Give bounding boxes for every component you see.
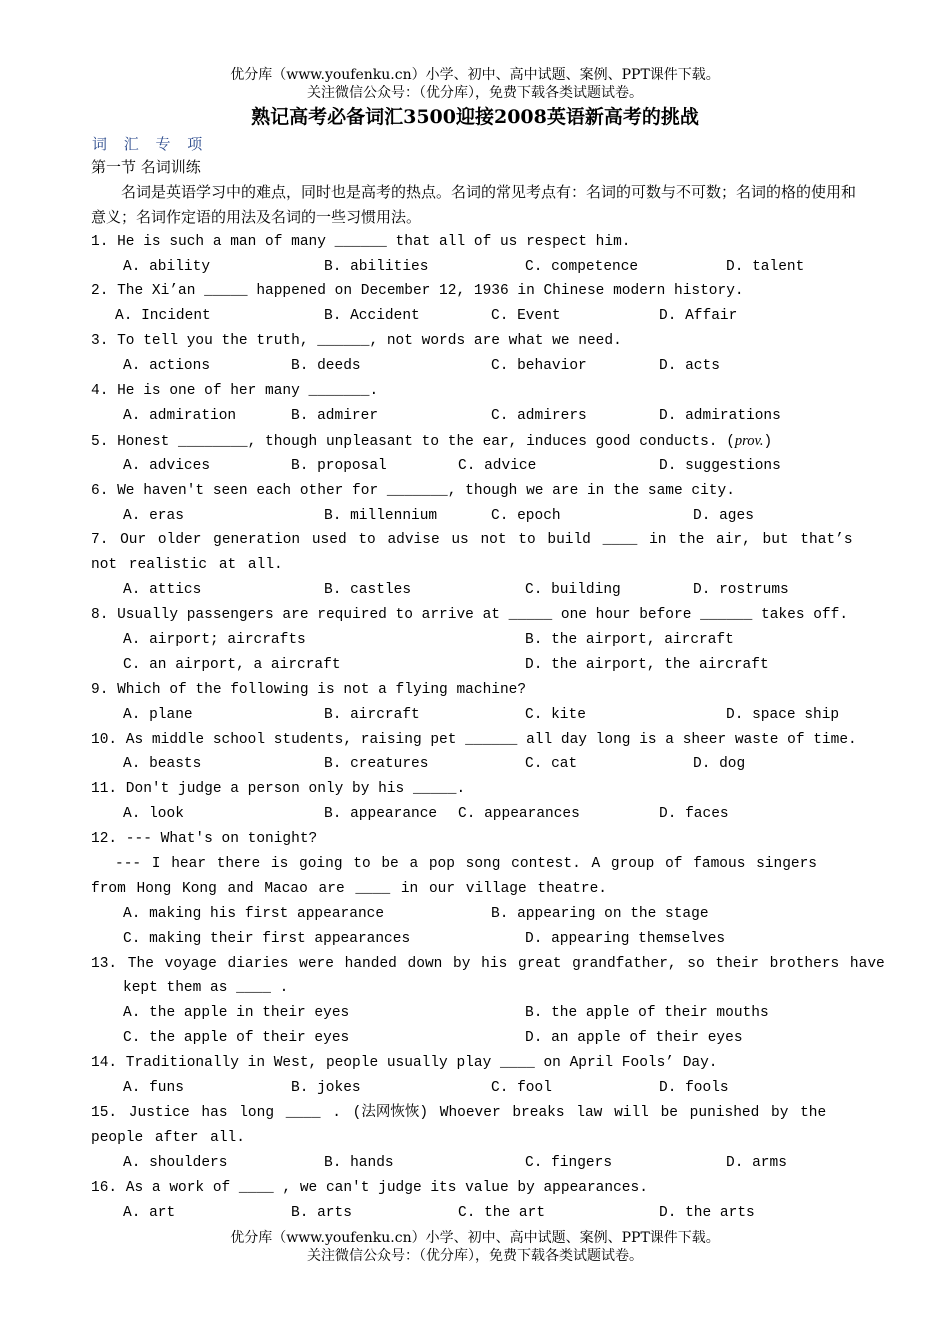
option: B. aircraft xyxy=(324,706,420,723)
option: A. attics xyxy=(123,582,202,599)
question-12-continued: --- I hear there is going to be a pop song contest. A group of famous singers from Hong Kong and Macao are ____ in our village theatre. xyxy=(91,856,818,897)
option: C. advice xyxy=(458,457,537,474)
option: B. castles xyxy=(324,582,412,599)
option: A. actions xyxy=(123,358,211,375)
intro-paragraph: 名词是英语学习中的难点，同时也是高考的热点。名词的常见考点有：名词的可数与不可数；名词的格的使用和意义；名词作定语的用法及名词的一些习惯用法。 xyxy=(91,182,857,226)
footer-line-2: 关注微信公众号：（优分库），免费下载各类试题试卷。 xyxy=(307,1248,643,1264)
option: A. admiration xyxy=(123,407,237,424)
option: A. beasts xyxy=(123,756,202,773)
question-9: 9. Which of the following is not a flying machine? xyxy=(91,681,527,698)
option: D. admirations xyxy=(659,407,781,424)
option: B. abilities xyxy=(324,258,429,275)
option: A. ability xyxy=(123,258,211,275)
option: B. millennium xyxy=(324,507,438,524)
option: B. hands xyxy=(324,1154,394,1171)
option: D. acts xyxy=(659,358,720,375)
option: B. admirer xyxy=(291,407,379,424)
option: A. Incident xyxy=(115,308,211,325)
question-6: 6. We haven't seen each other for _______, though we are in the same city. xyxy=(91,482,735,499)
option: B. jokes xyxy=(291,1080,361,1097)
option: D. arms xyxy=(726,1154,787,1171)
option: D. appearing themselves xyxy=(525,930,726,947)
option: D. faces xyxy=(659,806,729,823)
options-4 xyxy=(91,404,861,429)
options-2 xyxy=(91,304,861,329)
header-line-2: 关注微信公众号：（优分库），免费下载各类试题试卷。 xyxy=(307,85,643,101)
option: D. the airport, the aircraft xyxy=(525,656,769,673)
question-14: 14. Traditionally in West, people usually play ____ on April Fools’ Day. xyxy=(91,1055,718,1072)
options-14 xyxy=(91,1076,861,1101)
question-5 xyxy=(91,429,861,454)
options-8a xyxy=(91,628,861,653)
question-12: 12. --- What's on tonight? xyxy=(91,831,318,848)
question-16: 16. As a work of ____ , we can't judge its value by appearances. xyxy=(91,1179,648,1196)
option: D. ages xyxy=(693,507,754,524)
question-4: 4. He is one of her many _______. xyxy=(91,383,379,400)
option: C. fool xyxy=(491,1080,552,1097)
option: A. shoulders xyxy=(123,1154,228,1171)
question-10: 10. As middle school students, raising pet ______ all day long is a sheer waste of time. xyxy=(91,731,857,748)
option: C. cat xyxy=(525,756,578,773)
option: D. suggestions xyxy=(659,457,781,474)
options-12a xyxy=(91,902,861,927)
option: C. an airport, a aircraft xyxy=(123,656,341,673)
option: B. arts xyxy=(291,1204,352,1221)
options-1 xyxy=(91,255,861,280)
options-11 xyxy=(91,802,861,827)
question-5-end: ) xyxy=(763,433,773,450)
option: A. eras xyxy=(123,507,184,524)
option: B. creatures xyxy=(324,756,429,773)
question-5-prov: prov. xyxy=(734,432,764,449)
option: C. the art xyxy=(458,1204,546,1221)
question-13-continued: kept them as ____ . xyxy=(123,980,289,997)
question-15: 15. Justice has long ____ . (法网恢恢) Whoever breaks law will be punished by the people after all. xyxy=(91,1104,827,1146)
option: B. the airport, aircraft xyxy=(525,631,734,648)
question-8: 8. Usually passengers are required to arrive at _____ one hour before ______ takes off. xyxy=(91,607,849,624)
option: C. fingers xyxy=(525,1154,613,1171)
document-title: 熟记高考必备词汇3500迎接2008英语新高考的挑战 xyxy=(251,106,699,128)
options-3 xyxy=(91,354,861,379)
document-body xyxy=(91,155,885,1225)
option: B. appearance xyxy=(324,806,438,823)
question-3: 3. To tell you the truth, ______, not words are what we need. xyxy=(91,333,622,350)
options-13b xyxy=(91,1026,861,1051)
option: C. building xyxy=(525,582,621,599)
question-5-text: 5. Honest ________, though unpleasant to the ear, induces good conducts. ( xyxy=(91,433,735,450)
question-13: 13. The voyage diaries were handed down by his great grandfather, so their brothers have xyxy=(91,955,885,972)
option: C. admirers xyxy=(491,407,587,424)
options-15 xyxy=(91,1151,861,1176)
option: A. art xyxy=(123,1204,176,1221)
option: B. deeds xyxy=(291,358,361,375)
option: A. funs xyxy=(123,1080,184,1097)
option: D. dog xyxy=(693,756,746,773)
options-8b xyxy=(91,653,861,678)
option: C. appearances xyxy=(458,806,580,823)
option: C. making their first appearances xyxy=(123,930,411,947)
option: C. the apple of their eyes xyxy=(123,1030,350,1047)
footer-line-1: 优分库（www.youfenku.cn）小学、初中、高中试题、案例、PPT课件下载。 xyxy=(230,1230,720,1246)
options-5 xyxy=(91,454,861,479)
options-6 xyxy=(91,504,861,529)
options-10 xyxy=(91,752,861,777)
options-13a xyxy=(91,1001,861,1026)
options-9 xyxy=(91,703,861,728)
option: D. space ship xyxy=(726,706,840,723)
option: D. an apple of their eyes xyxy=(525,1030,743,1047)
option: C. Event xyxy=(491,308,561,325)
option: C. kite xyxy=(525,706,586,723)
option: D. rostrums xyxy=(693,582,789,599)
section-heading: 词 汇 专 项 xyxy=(92,135,209,153)
option: D. Affair xyxy=(659,308,738,325)
option: A. look xyxy=(123,806,184,823)
option: A. the apple in their eyes xyxy=(123,1005,350,1022)
subsection-heading: 第一节 名词训练 xyxy=(91,158,201,176)
option: C. competence xyxy=(525,258,639,275)
option: A. airport; aircrafts xyxy=(123,631,306,648)
option: D. the arts xyxy=(659,1204,755,1221)
option: C. epoch xyxy=(491,507,561,524)
option: C. behavior xyxy=(491,358,587,375)
option: D. fools xyxy=(659,1080,729,1097)
option: B. Accident xyxy=(324,308,420,325)
header-line-1: 优分库（www.youfenku.cn）小学、初中、高中试题、案例、PPT课件下载。 xyxy=(230,67,720,83)
option: B. the apple of their mouths xyxy=(525,1005,769,1022)
option: A. making his first appearance xyxy=(123,905,385,922)
option: A. advices xyxy=(123,457,211,474)
options-12b xyxy=(91,927,861,952)
option: B. appearing on the stage xyxy=(491,905,709,922)
question-7: 7. Our older generation used to advise us not to build ____ in the air, but that’s not realistic at all. xyxy=(91,532,853,574)
option: D. talent xyxy=(726,258,805,275)
options-16 xyxy=(91,1201,861,1226)
question-11: 11. Don't judge a person only by his _____. xyxy=(91,781,466,798)
option: B. proposal xyxy=(291,457,387,474)
option: A. plane xyxy=(123,706,193,723)
question-2: 2. The Xi’an _____ happened on December 12, 1936 in Chinese modern history. xyxy=(91,283,744,300)
options-7 xyxy=(91,578,861,603)
question-1: 1. He is such a man of many ______ that all of us respect him. xyxy=(91,233,631,250)
